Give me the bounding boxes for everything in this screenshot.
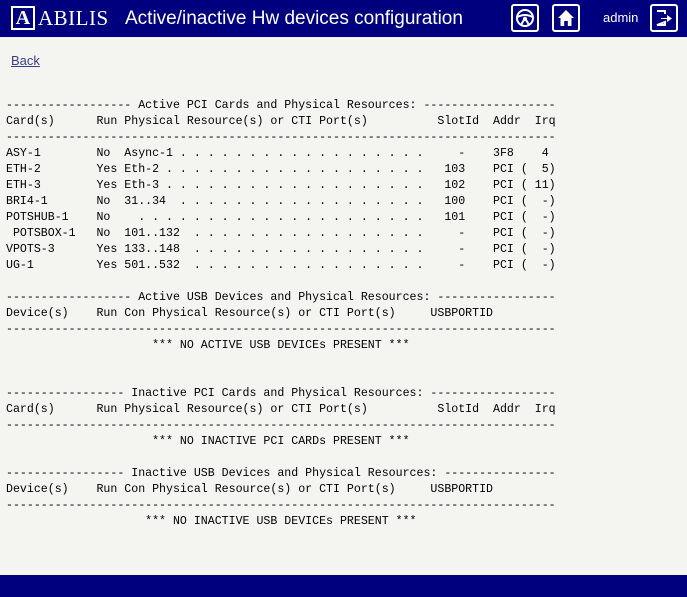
report-line: Device(s) Run Con Physical Resource(s) or CTI Port(s) USBPORTID (6, 483, 494, 496)
logout-button[interactable] (650, 4, 678, 32)
report-line: ------------------------------------------------------------------------------- (6, 323, 556, 336)
page-title: Active/inactive Hw devices configuration (125, 8, 463, 29)
footer-bar (0, 575, 687, 597)
report-line: ETH-2 Yes Eth-2 . . . . . . . . . . . . . . . . . . . 103 PCI ( 5) (6, 163, 556, 176)
report-line: ----------------- Inactive USB Devices and Physical Resources: ---------------- (6, 467, 556, 480)
report-line: Card(s) Run Physical Resource(s) or CTI Port(s) SlotId Addr Irq (6, 403, 556, 416)
report-line: Device(s) Run Con Physical Resource(s) or CTI Port(s) USBPORTID (6, 307, 494, 320)
logo-text: ABILIS (38, 6, 109, 30)
hw-devices-report (6, 98, 556, 530)
report-line (6, 274, 556, 290)
report-line: *** NO INACTIVE PCI CARDs PRESENT *** (6, 435, 410, 448)
report-line: ------------------ Active PCI Cards and Physical Resources: ------------------- (6, 99, 556, 112)
report-line (6, 370, 556, 386)
abilis-logo (11, 5, 109, 31)
report-line: ------------------------------------------------------------------------------- (6, 499, 556, 512)
back-link[interactable]: Back (11, 53, 40, 68)
logo-mark: A (11, 6, 35, 30)
report-line: POTSBOX-1 No 101..132 . . . . . . . . . . . . . . . . . - PCI ( -) (6, 227, 556, 240)
report-line: ASY-1 No Async-1 . . . . . . . . . . . . . . . . . . - 3F8 4 (6, 147, 549, 160)
logout-icon (654, 8, 674, 28)
report-line: *** NO ACTIVE USB DEVICEs PRESENT *** (6, 339, 410, 352)
report-line: *** NO INACTIVE USB DEVICEs PRESENT *** (6, 515, 417, 528)
report-line: Card(s) Run Physical Resource(s) or CTI Port(s) SlotId Addr Irq (6, 115, 556, 128)
report-line: BRI4-1 No 31..34 . . . . . . . . . . . . . . . . . . 100 PCI ( -) (6, 195, 556, 208)
report-line: ETH-3 Yes Eth-3 . . . . . . . . . . . . . . . . . . . 102 PCI ( 11) (6, 179, 556, 192)
report-line: ------------------ Active USB Devices and Physical Resources: ----------------- (6, 291, 556, 304)
report-line: ------------------------------------------------------------------------------- (6, 419, 556, 432)
report-line (6, 450, 556, 466)
header-bar (0, 0, 687, 37)
steering-wheel-icon (515, 8, 535, 28)
home-icon (556, 8, 576, 28)
dashboard-button[interactable] (511, 4, 539, 32)
report-line: ------------------------------------------------------------------------------- (6, 131, 556, 144)
report-line: VPOTS-3 Yes 133..148 . . . . . . . . . . . . . . . . . - PCI ( -) (6, 243, 556, 256)
report-line: ----------------- Inactive PCI Cards and Physical Resources: ------------------ (6, 387, 556, 400)
current-user: admin (603, 10, 639, 25)
report-line (6, 354, 556, 370)
report-line: POTSHUB-1 No . . . . . . . . . . . . . . . . . . . . . 101 PCI ( -) (6, 211, 556, 224)
report-line: UG-1 Yes 501..532 . . . . . . . . . . . . . . . . . - PCI ( -) (6, 259, 556, 272)
home-button[interactable] (552, 4, 580, 32)
